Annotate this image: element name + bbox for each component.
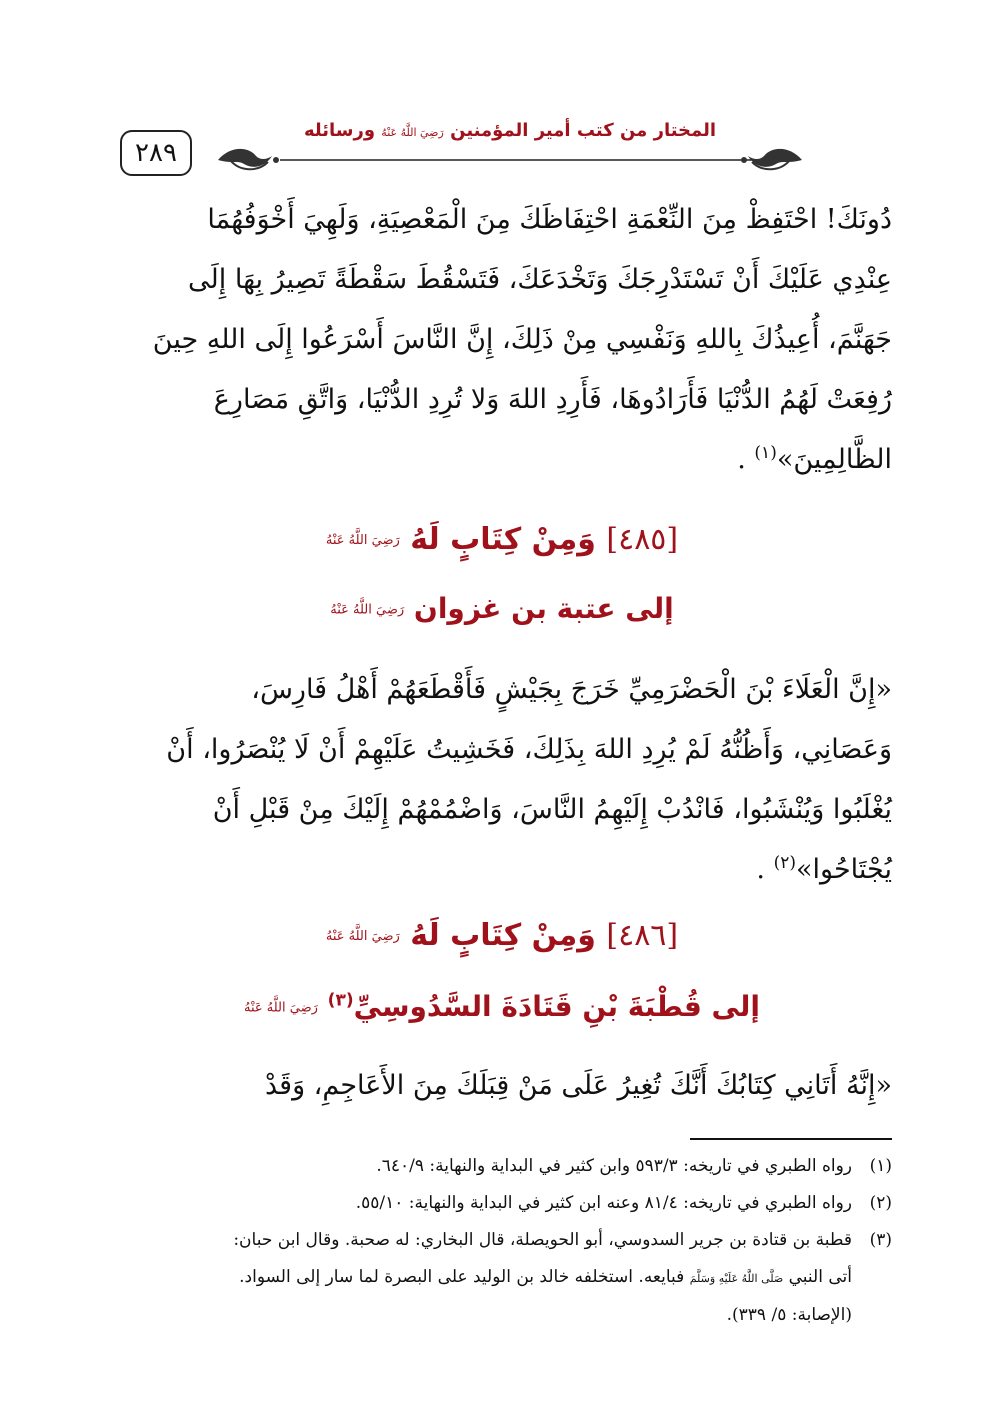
- intro-paragraph: [112, 190, 892, 490]
- footnote-item: [112, 1148, 892, 1185]
- text-line: [112, 840, 892, 900]
- header-title-text: المختار من كتب أمير المؤمنين: [450, 120, 717, 141]
- footnote-ref: (٢): [773, 853, 797, 873]
- text-line: جَهَنَّمَ، أُعِيذُكَ بِاللهِ وَنَفْسِي مِنْ ذَلِكَ، إِنَّ النَّاسَ أَسْرَعُوا إِلَى اللهِ حِينَ: [152, 324, 892, 355]
- text-end: .: [756, 854, 765, 885]
- footnote-source: (الإصابة: ٥/ ٣٣٩).: [726, 1305, 852, 1325]
- text-fragment: الظَّالِمِينَ»: [776, 444, 892, 475]
- text-line: رُفِعَتْ لَهُمُ الدُّنْيَا فَأَرَادُوهَا، فَأَرِدِ اللهَ وَلا تُرِدِ الدُّنْيَا، وَاتَّقِ مَصَارِعَ: [213, 384, 892, 415]
- footnote-number: (١): [869, 1156, 892, 1176]
- section-number: [٤٨٥]: [606, 522, 679, 557]
- footnote-continuation: [112, 1297, 892, 1334]
- text-line: وَعَصَانِي، وَأَظُنُّهُ لَمْ يُرِدِ اللهَ بِذَلِكَ، فَخَشِيتُ عَلَيْهِمْ أَنْ لَا يُنْصَرُوا، أَنْ: [166, 734, 892, 765]
- section-heading-486: [112, 918, 892, 953]
- text-end: .: [737, 444, 746, 475]
- footnote-text: قطبة بن قتادة بن جرير السدوسي، أبو الحويصلة، قال البخاري: له صحبة. وقال ابن حبان:: [233, 1230, 852, 1250]
- footnote-number: (٣): [869, 1230, 892, 1250]
- header-title-tail: ورسائله: [303, 120, 376, 141]
- section-subtitle: إلى عتبة بن غزوان: [413, 592, 674, 625]
- text-line: عِنْدِي عَلَيْكَ أَنْ تَسْتَدْرِجَكَ وَتَخْدَعَكَ، فَتَسْقُطَ سَقْطَةً تَصِيرُ بِهَا إِلَى: [188, 264, 892, 295]
- footnote-ref: (١): [754, 443, 777, 463]
- section-title: وَمِنْ كِتَابٍ لَهُ: [410, 522, 596, 557]
- section-486-paragraph: [112, 1056, 892, 1116]
- section-485-paragraph: [112, 660, 892, 900]
- section-title: وَمِنْ كِتَابٍ لَهُ: [410, 918, 596, 953]
- footnote-continuation: [112, 1259, 892, 1297]
- text-line: يُغْلَبُوا وَيُنْشَبُوا، فَانْدُبْ إِلَيْهِمُ النَّاسَ، وَاضْمُمْهُمْ إِلَيْكَ مِنْ قَبْلِ أَنْ: [212, 794, 892, 825]
- section-number: [٤٨٦]: [606, 918, 679, 953]
- honorific-glyph: صَلَّى اللَّهُ عَلَيْهِ وَسَلَّمَ: [689, 1272, 784, 1285]
- text-line: «إِنَّ الْعَلَاءَ بْنَ الْحَضْرَمِيِّ خَرَجَ بِجَيْشٍ فَأَقْطَعَهُمْ أَهْلُ فَارِسَ،: [251, 674, 892, 705]
- section-subtitle-486: [112, 990, 892, 1023]
- page-number: ٢٨٩: [120, 130, 192, 176]
- text-fragment: يُجْتَاحُوا»: [796, 854, 892, 885]
- text-line: دُونَكَ! احْتَفِظْ مِنَ النِّعْمَةِ احْتِفَاظَكَ مِنَ الْمَعْصِيَةِ، وَلَهِيَ أَخْوَفُهُمَا: [207, 204, 892, 235]
- footnote-text: أتى النبي: [788, 1267, 852, 1287]
- section-heading-485: [112, 522, 892, 557]
- honorific-glyph: رَضِيَ اللَّهُ عَنْهُ: [243, 1000, 318, 1016]
- honorific-glyph: رَضِيَ اللَّهُ عَنْهُ: [381, 126, 444, 139]
- honorific-glyph: رَضِيَ اللَّهُ عَنْهُ: [325, 929, 400, 944]
- footnote-item: [112, 1222, 892, 1259]
- footnotes: [112, 1148, 892, 1334]
- footnote-text: رواه الطبري في تاريخه: ٨١/٤ وعنه ابن كثير في البداية والنهاية: ٥٥/١٠.: [355, 1193, 852, 1213]
- footnote-item: [112, 1185, 892, 1222]
- footnote-text: فبايعه. استخلفه خالد بن الوليد على البصرة لما سار إلى السواد.: [239, 1267, 685, 1287]
- footnote-number: (٢): [869, 1193, 892, 1213]
- section-subtitle-485: [112, 592, 892, 625]
- text-line: [112, 430, 892, 490]
- section-subtitle: إلى قُطْبَةَ بْنِ قَتَادَةَ السَّدُوسِيِّ: [353, 990, 760, 1023]
- footnote-text: رواه الطبري في تاريخه: ٥٩٣/٣ وابن كثير في البداية والنهاية: ٦٤٠/٩.: [376, 1156, 852, 1176]
- footnote-ref: (٣): [327, 990, 354, 1011]
- header-ornament-icon: [210, 142, 810, 176]
- header-title: [210, 120, 810, 141]
- running-header: [210, 112, 810, 182]
- honorific-glyph: رَضِيَ اللَّهُ عَنْهُ: [330, 602, 405, 618]
- text-line: «إِنَّهُ أَتَانِي كِتَابُكَ أَنَّكَ تُغِيرُ عَلَى مَنْ قِبَلَكَ مِنَ الأَعَاجِمِ، وَقَدْ: [264, 1070, 892, 1101]
- footnote-rule: [690, 1138, 892, 1140]
- honorific-glyph: رَضِيَ اللَّهُ عَنْهُ: [325, 533, 400, 548]
